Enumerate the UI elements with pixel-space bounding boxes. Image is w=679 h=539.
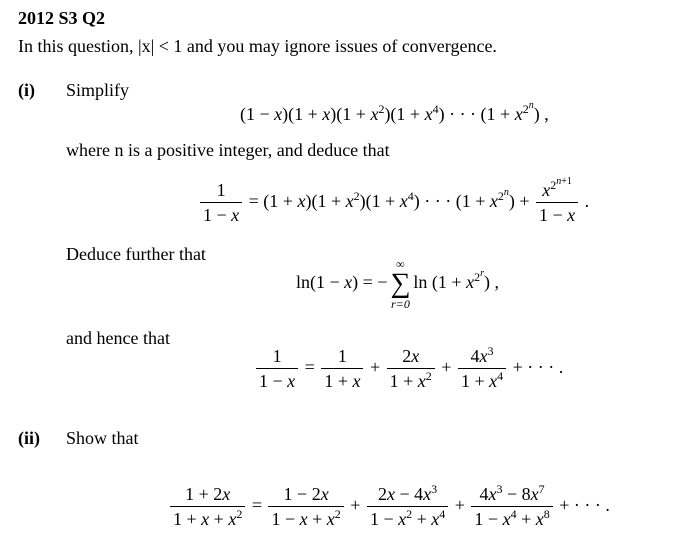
show-text: Show that: [66, 428, 139, 448]
simplify-text: Simplify: [66, 80, 130, 100]
equation-series-i: $\frac{1}{1 - x}$ = $\frac{1}{1 + x}$ + $\frac{2x}{1 + x^2}$ + $\frac{4x^3}{1 + x^4}$ + · · · .: [254, 346, 563, 392]
where-text: where n is a positive integer, and deduce that: [66, 140, 390, 160]
question-title: 2012 S3 Q2: [18, 8, 106, 28]
part-ii-label: (ii): [18, 428, 40, 448]
equation-log-sum: ln(1 − x) = − ∞ ∑ r=0 $\ln (1 + x^{2^r})$ ,: [296, 257, 499, 311]
equation-series-ii: $\frac{1 + 2x}{1 + x + x^2}$ = $\frac{1 - 2x}{1 - x + x^2}$ + $\frac{2x - 4x^3}{1 - x^2 + x^4}$ + $\frac{4x^3 - 8x^7}{1 - x^4 + x^8}$ + · · · .: [168, 484, 610, 530]
intro-text: In this question, |x| < 1 and you may ignore issues of convergence.: [18, 36, 497, 56]
part-i-label: (i): [18, 80, 35, 100]
hence-text: and hence that: [66, 328, 170, 348]
deduce-further-text: Deduce further that: [66, 244, 206, 264]
equation-reciprocal-product: $\frac{1}{1 - x}$ = $(1 + x)(1 + x^2)(1 + x^4)$ · · · $(1 + x^{2^n})$ + $\frac{x^{2^{n+1}}}{1 - x}$ .: [198, 180, 589, 226]
product-expression: $(1 - x)(1 + x)(1 + x^2)(1 + x^4)$ · · · $(1 + x^{2^n})$ ,: [240, 100, 549, 124]
